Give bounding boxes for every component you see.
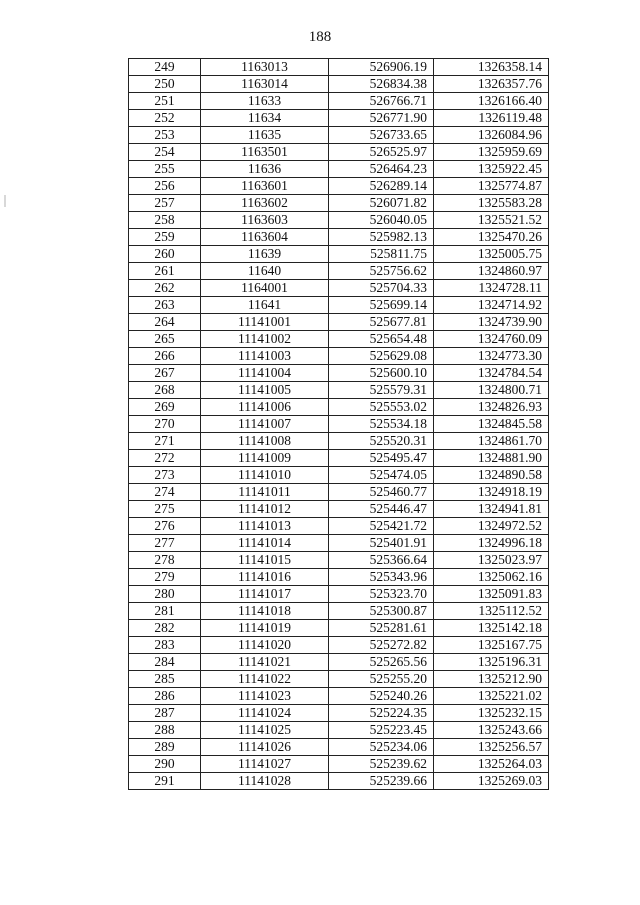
x-coordinate-cell: 525579.31 [329,382,434,399]
table-row [129,144,549,161]
point-id-cell: 1163501 [201,144,329,161]
table-row [129,59,549,76]
table-row [129,229,549,246]
row-number-cell: 286 [129,688,201,705]
y-coordinate-cell: 1325091.83 [434,586,549,603]
point-id-cell: 11141022 [201,671,329,688]
row-number-cell: 274 [129,484,201,501]
table-row [129,450,549,467]
x-coordinate-cell: 525495.47 [329,450,434,467]
y-coordinate-cell: 1325167.75 [434,637,549,654]
y-coordinate-cell: 1324800.71 [434,382,549,399]
y-coordinate-cell: 1325062.16 [434,569,549,586]
y-coordinate-cell: 1325959.69 [434,144,549,161]
point-id-cell: 1163603 [201,212,329,229]
y-coordinate-cell: 1325774.87 [434,178,549,195]
y-coordinate-cell: 1324860.97 [434,263,549,280]
page-number: 188 [308,29,332,45]
point-id-cell: 11141025 [201,722,329,739]
table-row [129,484,549,501]
table-row [129,773,549,790]
row-number-cell: 282 [129,620,201,637]
row-number-cell: 276 [129,518,201,535]
table-row [129,348,549,365]
y-coordinate-cell: 1325196.31 [434,654,549,671]
point-id-cell: 11141027 [201,756,329,773]
row-number-cell: 256 [129,178,201,195]
x-coordinate-cell: 525239.62 [329,756,434,773]
y-coordinate-cell: 1324918.19 [434,484,549,501]
row-number-cell: 253 [129,127,201,144]
table-row [129,501,549,518]
point-id-cell: 11141023 [201,688,329,705]
row-number-cell: 289 [129,739,201,756]
y-coordinate-cell: 1326084.96 [434,127,549,144]
y-coordinate-cell: 1324881.90 [434,450,549,467]
table-row [129,552,549,569]
row-number-cell: 259 [129,229,201,246]
table-row [129,297,549,314]
point-id-cell: 11141013 [201,518,329,535]
x-coordinate-cell: 525300.87 [329,603,434,620]
row-number-cell: 264 [129,314,201,331]
x-coordinate-cell: 525323.70 [329,586,434,603]
x-coordinate-cell: 525520.31 [329,433,434,450]
table-row [129,688,549,705]
x-coordinate-cell: 525366.64 [329,552,434,569]
row-number-cell: 268 [129,382,201,399]
table-row [129,569,549,586]
row-number-cell: 249 [129,59,201,76]
y-coordinate-cell: 1324996.18 [434,535,549,552]
y-coordinate-cell: 1324861.70 [434,433,549,450]
point-id-cell: 11141012 [201,501,329,518]
y-coordinate-cell: 1325005.75 [434,246,549,263]
row-number-cell: 285 [129,671,201,688]
point-id-cell: 11141008 [201,433,329,450]
x-coordinate-cell: 526733.65 [329,127,434,144]
y-coordinate-cell: 1324784.54 [434,365,549,382]
table-row [129,399,549,416]
x-coordinate-cell: 525446.47 [329,501,434,518]
table-row [129,314,549,331]
point-id-cell: 11141017 [201,586,329,603]
y-coordinate-cell: 1325232.15 [434,705,549,722]
row-number-cell: 273 [129,467,201,484]
y-coordinate-cell: 1326166.40 [434,93,549,110]
table-row [129,263,549,280]
table-row [129,365,549,382]
x-coordinate-cell: 525240.26 [329,688,434,705]
table-row [129,110,549,127]
y-coordinate-cell: 1326119.48 [434,110,549,127]
point-id-cell: 11639 [201,246,329,263]
point-id-cell: 11141024 [201,705,329,722]
table-row [129,433,549,450]
point-id-cell: 11141007 [201,416,329,433]
point-id-cell: 1163601 [201,178,329,195]
table-row [129,178,549,195]
coordinates-table [128,58,549,790]
point-id-cell: 11141026 [201,739,329,756]
point-id-cell: 11634 [201,110,329,127]
row-number-cell: 252 [129,110,201,127]
x-coordinate-cell: 525654.48 [329,331,434,348]
y-coordinate-cell: 1325142.18 [434,620,549,637]
row-number-cell: 261 [129,263,201,280]
row-number-cell: 267 [129,365,201,382]
table-row [129,739,549,756]
table-row [129,586,549,603]
point-id-cell: 11635 [201,127,329,144]
x-coordinate-cell: 525343.96 [329,569,434,586]
point-id-cell: 11141011 [201,484,329,501]
row-number-cell: 288 [129,722,201,739]
y-coordinate-cell: 1325023.97 [434,552,549,569]
point-id-cell: 11141010 [201,467,329,484]
point-id-cell: 11141015 [201,552,329,569]
x-coordinate-cell: 526771.90 [329,110,434,127]
row-number-cell: 287 [129,705,201,722]
row-number-cell: 250 [129,76,201,93]
y-coordinate-cell: 1324714.92 [434,297,549,314]
y-coordinate-cell: 1325521.52 [434,212,549,229]
y-coordinate-cell: 1326358.14 [434,59,549,76]
x-coordinate-cell: 525239.66 [329,773,434,790]
table-row [129,535,549,552]
row-number-cell: 290 [129,756,201,773]
point-id-cell: 11636 [201,161,329,178]
row-number-cell: 257 [129,195,201,212]
x-coordinate-cell: 525811.75 [329,246,434,263]
y-coordinate-cell: 1324845.58 [434,416,549,433]
y-coordinate-cell: 1324728.11 [434,280,549,297]
y-coordinate-cell: 1325269.03 [434,773,549,790]
row-number-cell: 281 [129,603,201,620]
table-row [129,603,549,620]
row-number-cell: 280 [129,586,201,603]
y-coordinate-cell: 1324941.81 [434,501,549,518]
y-coordinate-cell: 1324826.93 [434,399,549,416]
row-number-cell: 258 [129,212,201,229]
y-coordinate-cell: 1324760.09 [434,331,549,348]
table-row [129,93,549,110]
point-id-cell: 11141020 [201,637,329,654]
x-coordinate-cell: 525234.06 [329,739,434,756]
point-id-cell: 1163014 [201,76,329,93]
x-coordinate-cell: 525553.02 [329,399,434,416]
x-coordinate-cell: 526766.71 [329,93,434,110]
x-coordinate-cell: 525474.05 [329,467,434,484]
x-coordinate-cell: 525223.45 [329,722,434,739]
row-number-cell: 283 [129,637,201,654]
row-number-cell: 277 [129,535,201,552]
point-id-cell: 11141002 [201,331,329,348]
x-coordinate-cell: 525704.33 [329,280,434,297]
y-coordinate-cell: 1325112.52 [434,603,549,620]
x-coordinate-cell: 526525.97 [329,144,434,161]
row-number-cell: 262 [129,280,201,297]
point-id-cell: 11141006 [201,399,329,416]
point-id-cell: 11141028 [201,773,329,790]
row-number-cell: 284 [129,654,201,671]
y-coordinate-cell: 1325264.03 [434,756,549,773]
point-id-cell: 1163602 [201,195,329,212]
point-id-cell: 11641 [201,297,329,314]
y-coordinate-cell: 1325212.90 [434,671,549,688]
point-id-cell: 1163013 [201,59,329,76]
table-row [129,161,549,178]
x-coordinate-cell: 526040.05 [329,212,434,229]
point-id-cell: 11141005 [201,382,329,399]
row-number-cell: 260 [129,246,201,263]
x-coordinate-cell: 526071.82 [329,195,434,212]
table-row [129,212,549,229]
y-coordinate-cell: 1325256.57 [434,739,549,756]
row-number-cell: 251 [129,93,201,110]
x-coordinate-cell: 525982.13 [329,229,434,246]
y-coordinate-cell: 1325583.28 [434,195,549,212]
table-row [129,518,549,535]
row-number-cell: 263 [129,297,201,314]
x-coordinate-cell: 526289.14 [329,178,434,195]
table-row [129,620,549,637]
table-row [129,76,549,93]
row-number-cell: 291 [129,773,201,790]
point-id-cell: 11633 [201,93,329,110]
x-coordinate-cell: 525756.62 [329,263,434,280]
table-row [129,467,549,484]
point-id-cell: 11141018 [201,603,329,620]
table-row [129,331,549,348]
row-number-cell: 272 [129,450,201,467]
x-coordinate-cell: 525265.56 [329,654,434,671]
x-coordinate-cell: 525401.91 [329,535,434,552]
point-id-cell: 11141014 [201,535,329,552]
y-coordinate-cell: 1324972.52 [434,518,549,535]
row-number-cell: 270 [129,416,201,433]
x-coordinate-cell: 525255.20 [329,671,434,688]
table-row [129,722,549,739]
y-coordinate-cell: 1326357.76 [434,76,549,93]
table-row [129,127,549,144]
y-coordinate-cell: 1325470.26 [434,229,549,246]
point-id-cell: 11141004 [201,365,329,382]
x-coordinate-cell: 525421.72 [329,518,434,535]
table-row [129,637,549,654]
table-row [129,416,549,433]
row-number-cell: 266 [129,348,201,365]
point-id-cell: 11141001 [201,314,329,331]
row-number-cell: 254 [129,144,201,161]
x-coordinate-cell: 526906.19 [329,59,434,76]
row-number-cell: 271 [129,433,201,450]
y-coordinate-cell: 1325221.02 [434,688,549,705]
table-row [129,671,549,688]
x-coordinate-cell: 525460.77 [329,484,434,501]
table-row [129,756,549,773]
x-coordinate-cell: 525699.14 [329,297,434,314]
table-row [129,280,549,297]
x-coordinate-cell: 525677.81 [329,314,434,331]
point-id-cell: 1163604 [201,229,329,246]
y-coordinate-cell: 1325243.66 [434,722,549,739]
point-id-cell: 11141009 [201,450,329,467]
point-id-cell: 1164001 [201,280,329,297]
x-coordinate-cell: 525272.82 [329,637,434,654]
row-number-cell: 278 [129,552,201,569]
point-id-cell: 11141019 [201,620,329,637]
y-coordinate-cell: 1325922.45 [434,161,549,178]
row-number-cell: 279 [129,569,201,586]
y-coordinate-cell: 1324739.90 [434,314,549,331]
x-coordinate-cell: 525224.35 [329,705,434,722]
x-coordinate-cell: 525281.61 [329,620,434,637]
point-id-cell: 11141003 [201,348,329,365]
row-number-cell: 255 [129,161,201,178]
coordinates-table-body [129,59,549,790]
point-id-cell: 11141021 [201,654,329,671]
table-row [129,705,549,722]
x-coordinate-cell: 526464.23 [329,161,434,178]
table-row [129,382,549,399]
x-coordinate-cell: 525629.08 [329,348,434,365]
row-number-cell: 265 [129,331,201,348]
x-coordinate-cell: 526834.38 [329,76,434,93]
y-coordinate-cell: 1324890.58 [434,467,549,484]
y-coordinate-cell: 1324773.30 [434,348,549,365]
scan-edge-mark [4,195,6,207]
table-row [129,195,549,212]
point-id-cell: 11141016 [201,569,329,586]
point-id-cell: 11640 [201,263,329,280]
row-number-cell: 275 [129,501,201,518]
x-coordinate-cell: 525534.18 [329,416,434,433]
row-number-cell: 269 [129,399,201,416]
table-row [129,654,549,671]
table-row [129,246,549,263]
x-coordinate-cell: 525600.10 [329,365,434,382]
